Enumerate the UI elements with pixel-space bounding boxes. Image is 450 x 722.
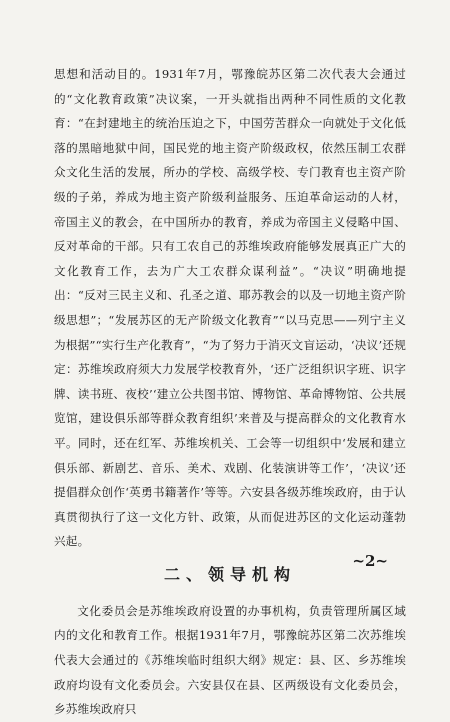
body-paragraph-1: 思想和活动目的。1931年7月，鄂豫皖苏区第二次代表大会通过的“文化教育政策”决议案，一开头就指出两种不同性质的文化教育：“在封建地主的统治压迫之下，中国劳苦群众一向就处于文化低落的黑暗地狱中间，国民党的地主资产阶级政权，依然压制工农群众文化生活的发展，所办的学校、高级学校、专门教育也主资产阶级的子弟，养成为地主资产阶级利益服务、压迫革命运动的人材，帝国主义的教会，在中国所办的教育，养成为帝国主义侵略中国、反对革命的干部。只有工农自己的苏维埃政府能够发展真正广大的文化教育工作，去为广大工农群众谋利益”。“决议”明确地提出：“反对三民主义和、孔圣之道、耶苏教会的以及一切地主资产阶级思想”；“发展苏区的无产阶级文化教育”“以马克思——列宁主义为根据”“实行生产化教育”，“为了努力于消灭文盲运动，‘决议’还规定：苏维埃政府须大力发展学校教育外，‘还广泛组织识字班、识字牌、读书班、夜校’‘建立公共图书馆、博物馆、革命博物馆、公共展览馆，建设俱乐部等群众教育组织’来普及与提高群众的文化教育水平。同时，还在红军、苏维埃机关、工会等一切组织中‘发展和建立俱乐部、新剧艺、音乐、美术、戏剧、化装演讲等工作’，‘决议’还提倡群众创作‘英勇书籍著作’等等。六安县各级苏维埃政府，由于认真贯彻执行了这一文化方针、政策，从而促进苏区的文化运动蓬勃兴起。 bbox=[54, 67, 406, 549]
section-heading: 二、领导机构 bbox=[163, 564, 296, 584]
page-number: ~2~ bbox=[352, 552, 388, 570]
body-paragraph-2: 文化委员会是苏维埃政府设置的办事机构，负责管理所属区域内的文化和教育工作。根据1931年7月，鄂豫皖苏区第二次苏维埃代表大会通过的《苏维埃临时组织大纲》规定：县、区、乡苏维埃政府均设有文化委员会。六安县仅在县、区两级设有文化委员会，乡苏维埃政府只 bbox=[54, 603, 406, 717]
